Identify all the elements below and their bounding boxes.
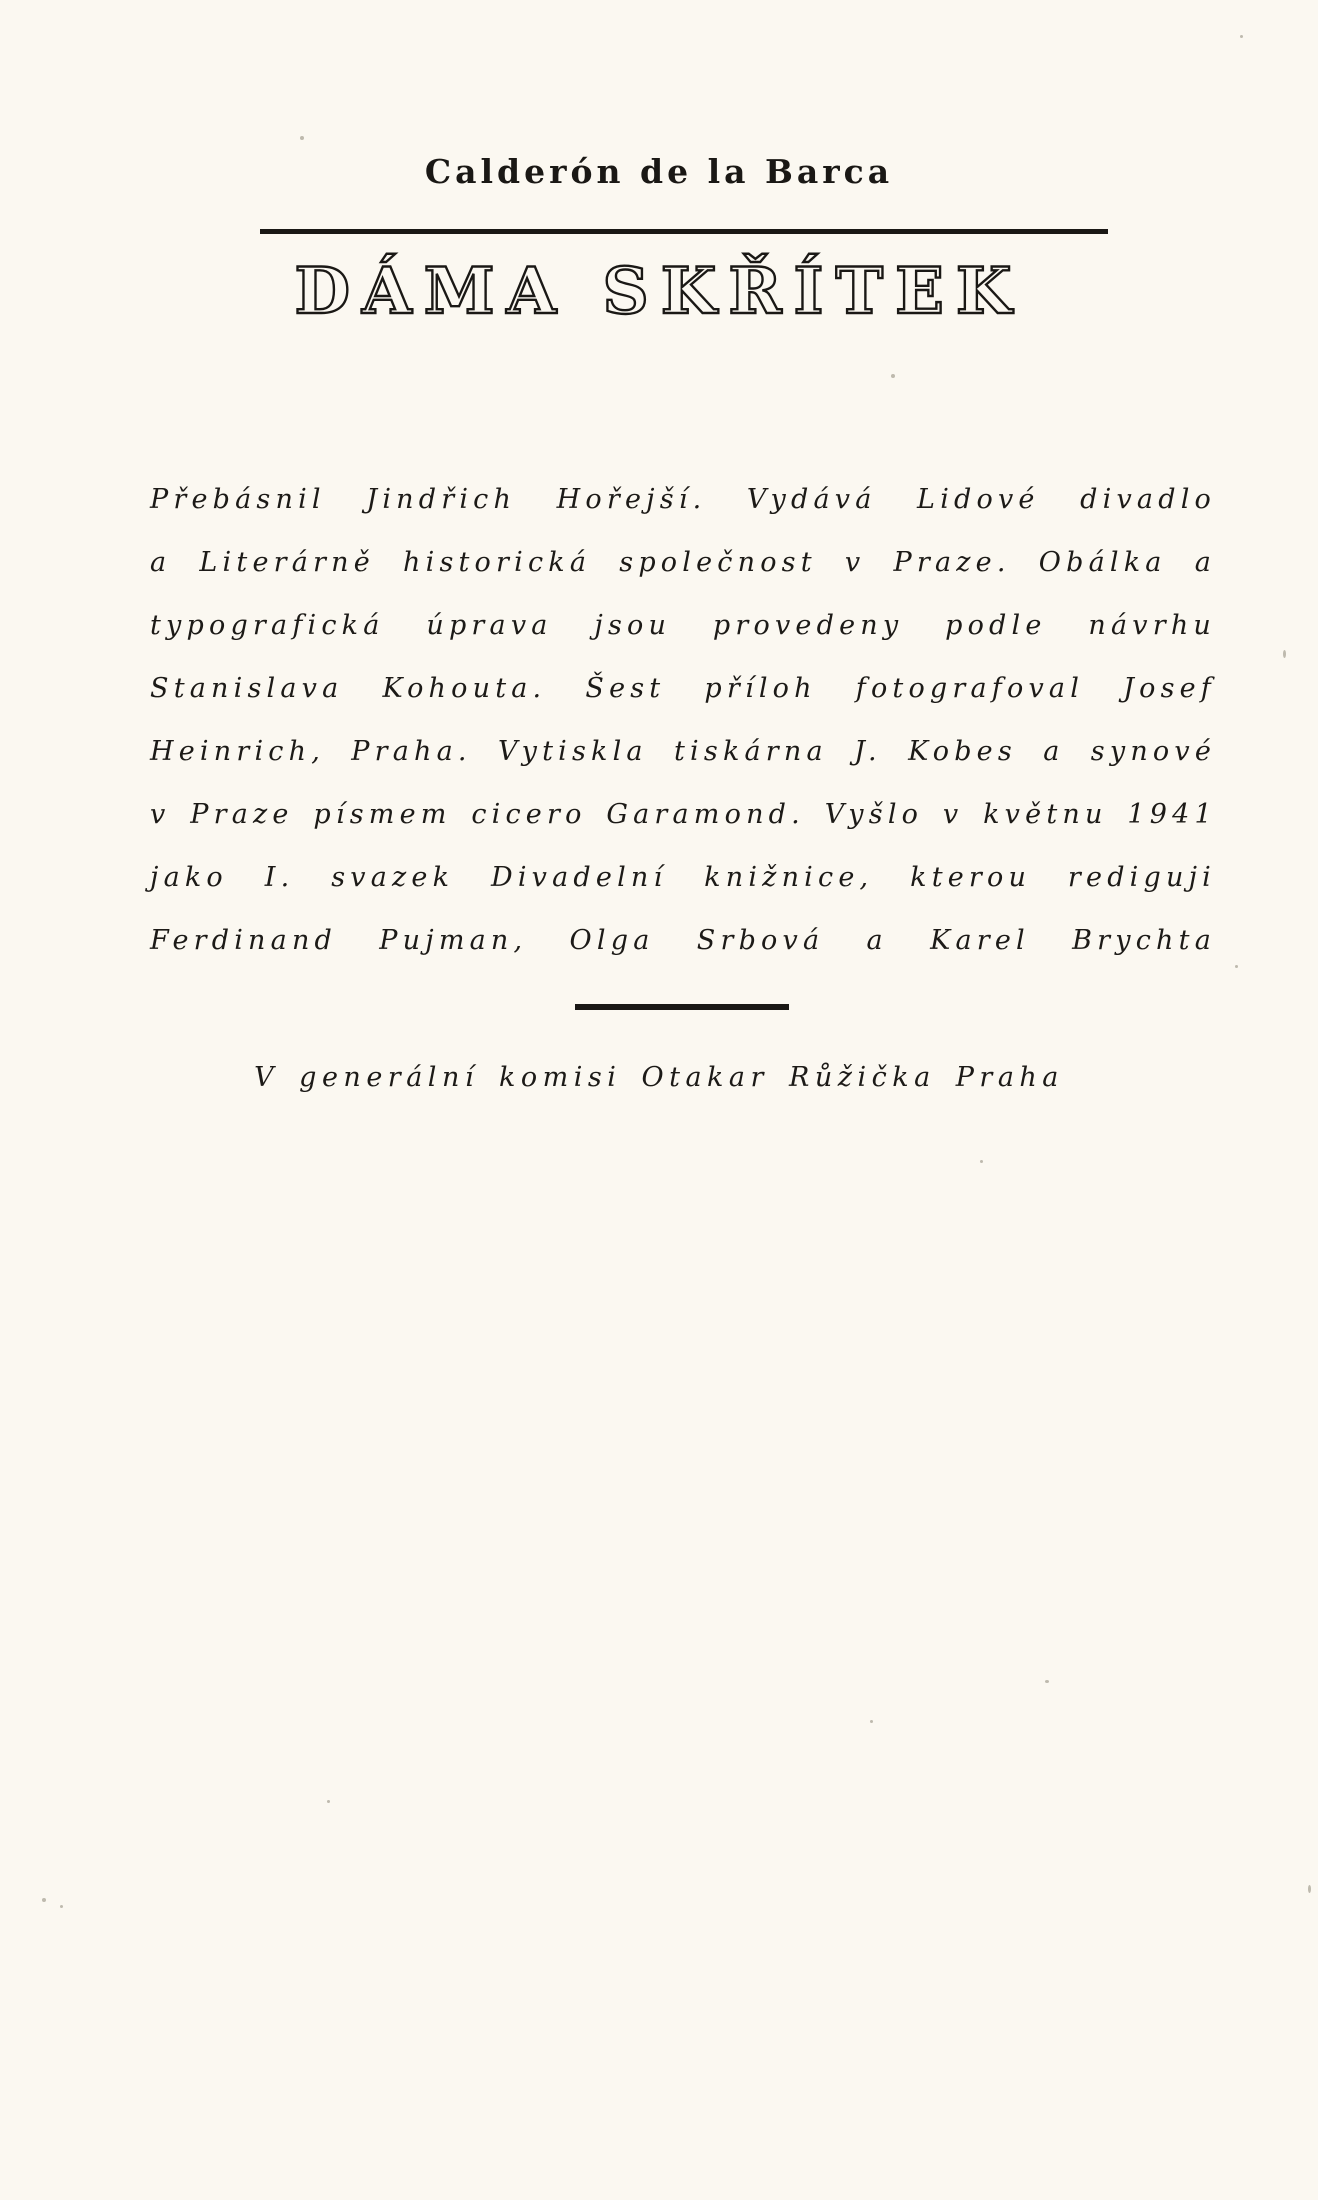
top-divider-rule xyxy=(260,229,1108,234)
colophon-line: Přebásnil Jindřich Hořejší. Vydává Lidové divadlo xyxy=(150,484,1216,515)
paper-speck xyxy=(1283,650,1286,658)
paper-speck xyxy=(1235,965,1238,968)
paper-speck xyxy=(1045,1680,1049,1683)
paper-speck xyxy=(300,136,304,140)
distribution-note: V generální komisi Otakar Růžička Praha xyxy=(254,1062,1064,1093)
colophon-text xyxy=(150,468,1216,972)
paper-speck xyxy=(870,1720,873,1723)
paper-speck xyxy=(1240,35,1243,38)
colophon-line: Stanislava Kohouta. Šest příloh fotografoval Josef xyxy=(150,673,1216,704)
middle-divider-rule xyxy=(575,1004,789,1010)
colophon-line: Heinrich, Praha. Vytiskla tiskárna J. Kobes a synové xyxy=(150,736,1216,767)
colophon-line: a Literárně historická společnost v Praze. Obálka a xyxy=(150,547,1216,578)
paper-speck xyxy=(327,1800,330,1803)
colophon-line: Ferdinand Pujman, Olga Srbová a Karel Brychta xyxy=(150,925,1216,956)
colophon-line: v Praze písmem cicero Garamond. Vyšlo v květnu 1941 xyxy=(150,799,1217,830)
paper-speck xyxy=(980,1160,983,1163)
colophon-line: jako I. svazek Divadelní knižnice, kterou rediguji xyxy=(150,862,1216,893)
author-name: Calderón de la Barca xyxy=(424,152,894,191)
book-title: DÁMA SKŘÍTEK xyxy=(294,254,1024,329)
colophon-line: typografická úprava jsou provedeny podle návrhu xyxy=(150,610,1216,641)
paper-speck xyxy=(891,374,895,378)
paper-speck xyxy=(60,1905,63,1908)
paper-speck xyxy=(1308,1885,1311,1893)
paper-speck xyxy=(42,1898,46,1902)
